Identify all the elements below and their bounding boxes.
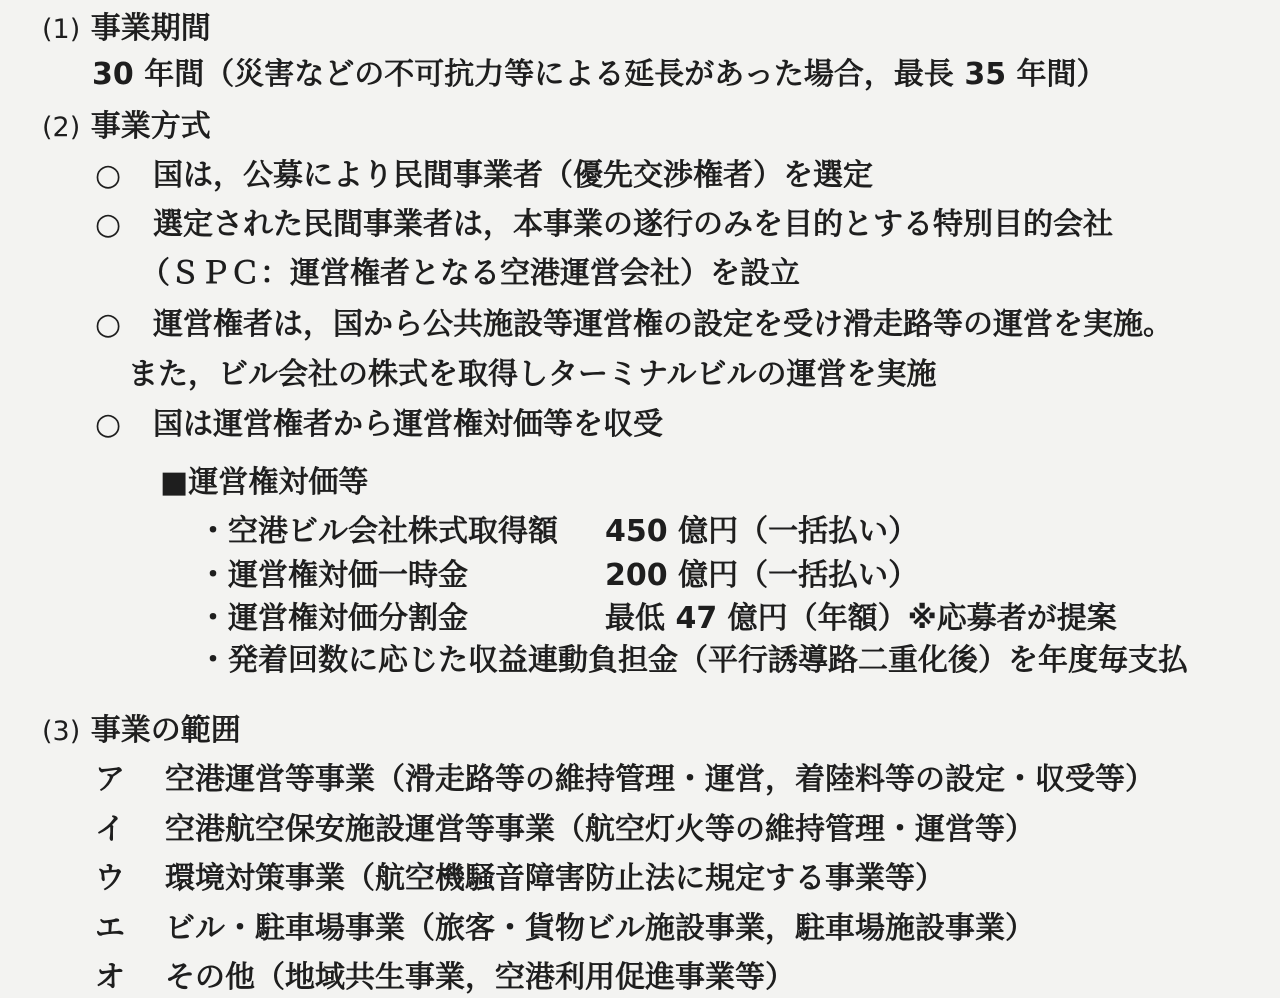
list-item [95,307,1173,342]
fee-value: 450 億円（一括払い） [605,514,919,549]
item-text: 国は，公募により民間事業者（優先交渉権者）を選定 [153,158,873,193]
section-3-number: (3) [42,716,81,747]
fee-label: ・運営権対価分割金 [198,601,468,636]
scope-marker: ア [95,762,125,797]
list-item [95,207,1113,242]
scope-text: 空港航空保安施設運営等事業（航空灯火等の維持管理・運営等） [165,812,1035,847]
section-1-text: 30 年間（災害などの不可抗力等による延長があった場合，最長 35 年間） [92,57,1107,92]
fee-value: 200 億円（一括払い） [605,558,919,593]
fee-label: ・空港ビル会社株式取得額 [198,514,558,549]
scope-item [95,861,945,896]
section-1-number: (1) [42,14,81,45]
scope-marker: エ [95,911,125,946]
scope-text: 空港運営等事業（滑走路等の維持管理・運営，着陸料等の設定・収受等） [165,762,1155,797]
item-continuation: また，ビル会社の株式を取得しターミナルビルの運営を実施 [128,357,937,392]
section-3-title: 事業の範囲 [90,713,241,748]
fee-row-revenue-linked: ・発着回数に応じた収益連動負担金（平行誘導路二重化後）を年度毎支払 [198,643,1188,678]
scope-text: その他（地域共生事業，空港利用促進事業等） [165,960,795,995]
circle-bullet: ○ [95,407,122,442]
section-1-heading [42,11,211,46]
list-item [95,407,663,442]
fee-label: ・運営権対価一時金 [198,558,468,593]
section-3-heading [42,713,241,748]
item-continuation: （ＳＰＣ：運営権者となる空港運営会社）を設立 [140,256,800,291]
section-2-number: (2) [42,112,81,143]
scope-marker: オ [95,960,125,995]
scope-text: 環境対策事業（航空機騒音障害防止法に規定する事業等） [165,861,945,896]
fee-row [198,601,468,636]
scope-item [95,812,1035,847]
fee-row [198,514,558,549]
scope-item [95,911,1035,946]
fee-row [198,558,468,593]
fee-subheading: ■運営権対価等 [160,465,369,500]
scope-item [95,762,1155,797]
section-1-title: 事業期間 [90,11,211,46]
circle-bullet: ○ [95,307,122,342]
scope-text: ビル・駐車場事業（旅客・貨物ビル施設事業，駐車場施設事業） [165,911,1035,946]
item-text: 運営権者は，国から公共施設等運営権の設定を受け滑走路等の運営を実施。 [153,307,1173,342]
item-text: 国は運営権者から運営権対価等を収受 [153,407,663,442]
section-2-title: 事業方式 [90,109,211,144]
item-text: 選定された民間事業者は，本事業の遂行のみを目的とする特別目的会社 [153,207,1113,242]
scope-item [95,960,795,995]
scope-marker: ウ [95,861,125,896]
circle-bullet: ○ [95,207,122,242]
list-item [95,158,873,193]
fee-value: 最低 47 億円（年額）※応募者が提案 [605,601,1117,636]
scope-marker: イ [95,812,125,847]
circle-bullet: ○ [95,158,122,193]
section-2-heading [42,109,211,144]
